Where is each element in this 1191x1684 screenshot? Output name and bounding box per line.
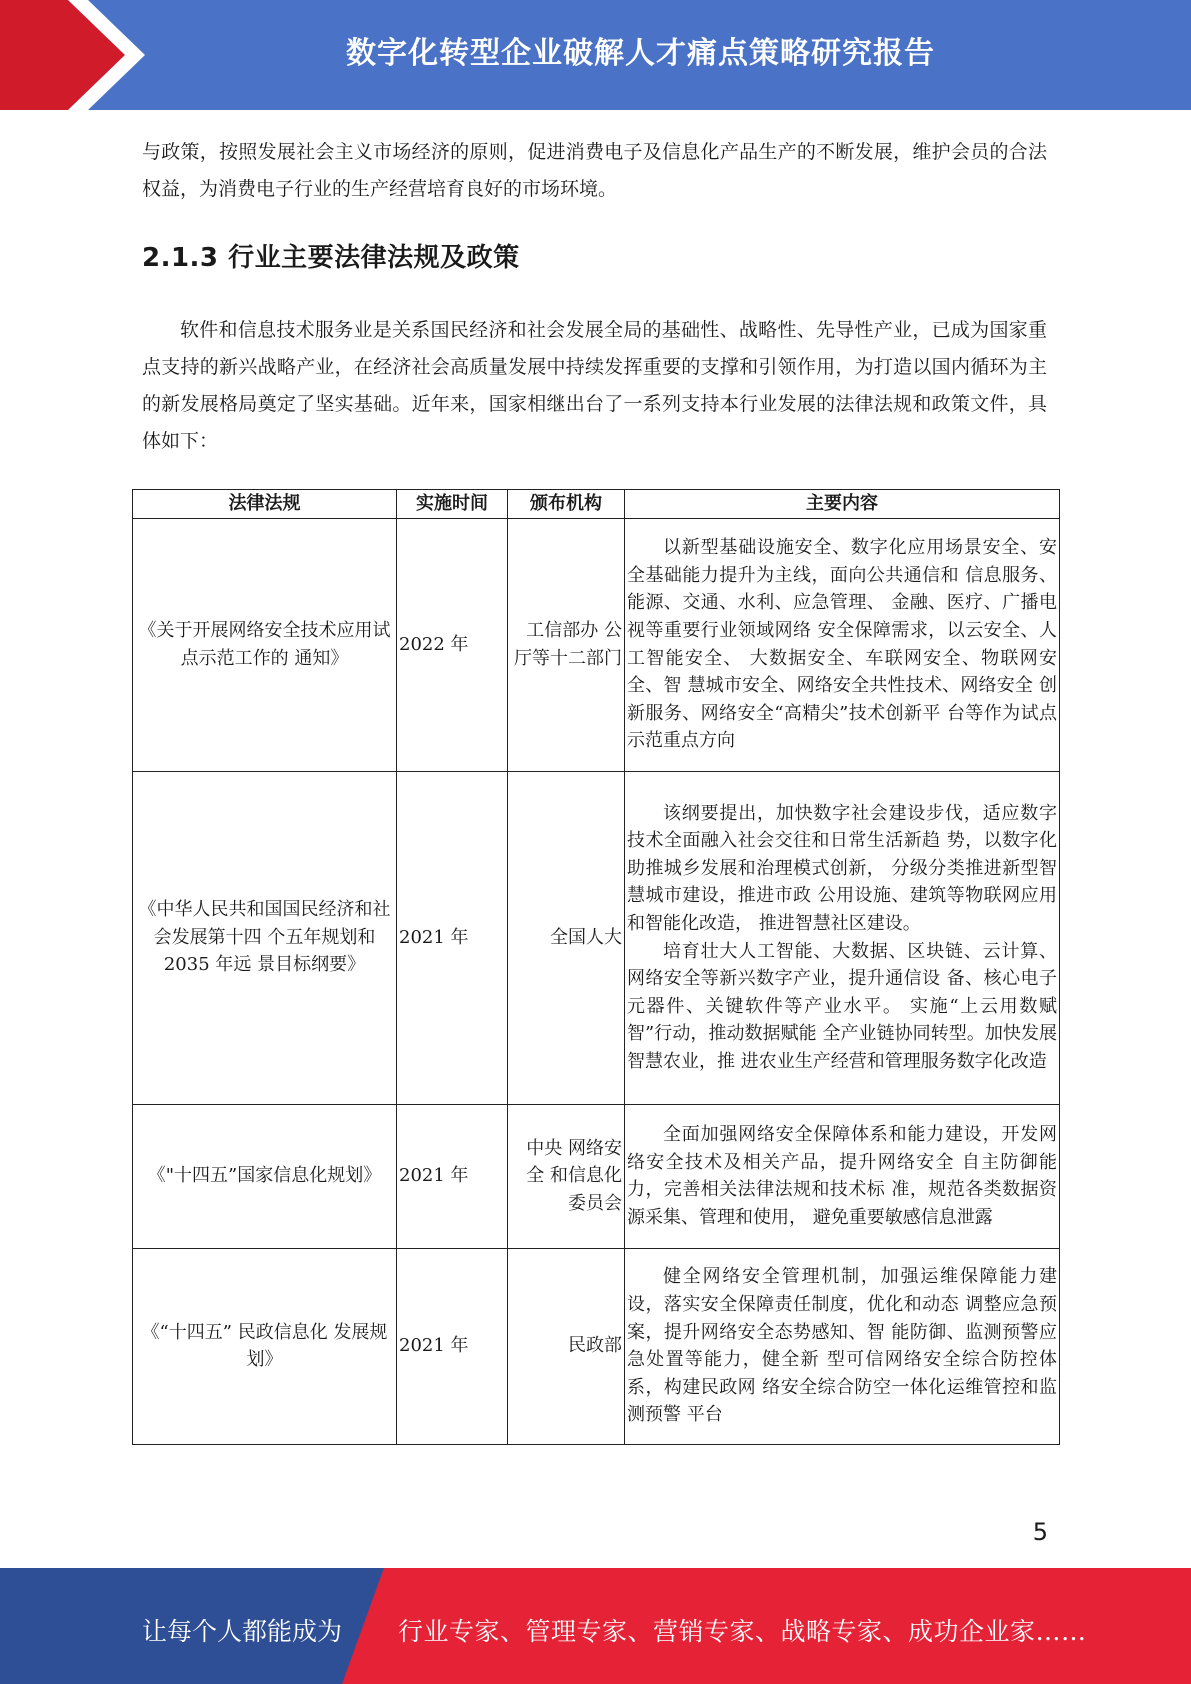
regulations-table — [132, 489, 1060, 1445]
law-org: 全国人大 — [508, 771, 625, 1104]
header-title: 数字化转型企业破解人才痛点策略研究报告 — [346, 36, 935, 71]
law-name: 《中华人民共和国国民经济和社会发展第十四 个五年规划和 2035 年远 景目标纲要》 — [133, 771, 397, 1104]
law-name: 《“十四五” 民政信息化 发展规划》 — [133, 1248, 397, 1444]
law-org: 民政部 — [508, 1248, 625, 1444]
law-time: 2022 年 — [397, 518, 508, 771]
table-header-row — [133, 490, 1060, 519]
page-footer — [0, 1568, 1191, 1684]
content-paragraph: 全面加强网络安全保障体系和能力建设，开发网络安全技术及相关产品，提升网络安全 自主防御能力，完善相关法律法规和技术标 准，规范各类数据资源采集、管理和使用， 避免重要敏感信息泄露 — [627, 1123, 1057, 1228]
footer-slogan-left: 让每个人都能成为 — [142, 1617, 343, 1646]
content-paragraph: 培育壮大人工智能、大数据、区块链、云计算、网络安全等新兴数字产业，提升通信设 备、核心电子元器件、关键软件等产业水平。 实施“上云用数赋智”行动，推动数据赋能 全产业链协同转型。加快发展智慧农业，推 进农业生产经营和管理服务数字化改造 — [627, 940, 1057, 1072]
law-content — [625, 771, 1060, 1104]
law-org: 工信部办 公厅等十二部门 — [508, 518, 625, 771]
header-content: 主要内容 — [625, 490, 1060, 519]
section-paragraph: 软件和信息技术服务业是关系国民经济和社会发展全局的基础性、战略性、先导性产业，已成为国家重点支持的新兴战略产业，在经济社会高质量发展中持续发挥重要的支撑和引领作用，为打造以国内循环为主的新发展格局奠定了坚实基础。近年来，国家相继出台了一系列支持本行业发展的法律法规和政策文件，具体如下： — [142, 319, 1047, 452]
content-paragraph: 健全网络安全管理机制，加强运维保障能力建设，落实安全保障责任制度，优化和动态 调整应急预案，提升网络安全态势感知、智 能防御、监测预警应急处置等能力，健全新 型可信网络安全综合防控体系，构建民政网 络安全综合防空一体化运维管控和监测预警 平台 — [627, 1266, 1057, 1426]
header-time: 实施时间 — [397, 490, 508, 519]
law-time: 2021 年 — [397, 1104, 508, 1248]
law-name: 《"十四五”国家信息化规划》 — [133, 1104, 397, 1248]
header-law: 法律法规 — [133, 490, 397, 519]
content-paragraph: 以新型基础设施安全、数字化应用场景安全、安全基础能力提升为主线，面向公共通信和 信息服务、能源、交通、水利、应急管理、 金融、医疗、广播电视等重要行业领域网络 安全保障需求，以云安全、人工智能安全、 大数据安全、车联网安全、物联网安全、智 慧城市安全、网络安全共性技术、网络安全 创新服务、网络安全“高精尖”技术创新平 台等作为试点示范重点方向 — [627, 537, 1057, 752]
law-org: 中央 网络安全 和信息化 委员会 — [508, 1104, 625, 1248]
footer-slogan-right: 行业专家、管理专家、营销专家、战略专家、成功企业家…… — [398, 1617, 1087, 1646]
table-row — [133, 1248, 1060, 1444]
content-paragraph: 该纲要提出，加快数字社会建设步伐，适应数字技术全面融入社会交往和日常生活新趋 势，以数字化助推城乡发展和治理模式创新， 分级分类推进新型智慧城市建设，推进市政 公用设施、建筑等物联网应用和智能化改造， 推进智慧社区建设。 — [627, 802, 1057, 934]
header-org: 颁布机构 — [508, 490, 625, 519]
table-row — [133, 771, 1060, 1104]
section-heading: 2.1.3 行业主要法律法规及政策 — [142, 243, 520, 273]
law-time: 2021 年 — [397, 771, 508, 1104]
law-name: 《关于开展网络安全技术应用试点示范工作的 通知》 — [133, 518, 397, 771]
page-header — [0, 0, 1191, 110]
page-number: 5 — [1032, 1518, 1048, 1546]
law-content — [625, 1248, 1060, 1444]
table-row — [133, 518, 1060, 771]
intro-block — [142, 134, 1047, 208]
section-body — [142, 312, 1047, 460]
law-time: 2021 年 — [397, 1248, 508, 1444]
intro-paragraph: 与政策，按照发展社会主义市场经济的原则，促进消费电子及信息化产品生产的不断发展，维护会员的合法权益，为消费电子行业的生产经营培育良好的市场环境。 — [142, 141, 1047, 200]
law-content — [625, 518, 1060, 771]
table-row — [133, 1104, 1060, 1248]
law-content — [625, 1104, 1060, 1248]
